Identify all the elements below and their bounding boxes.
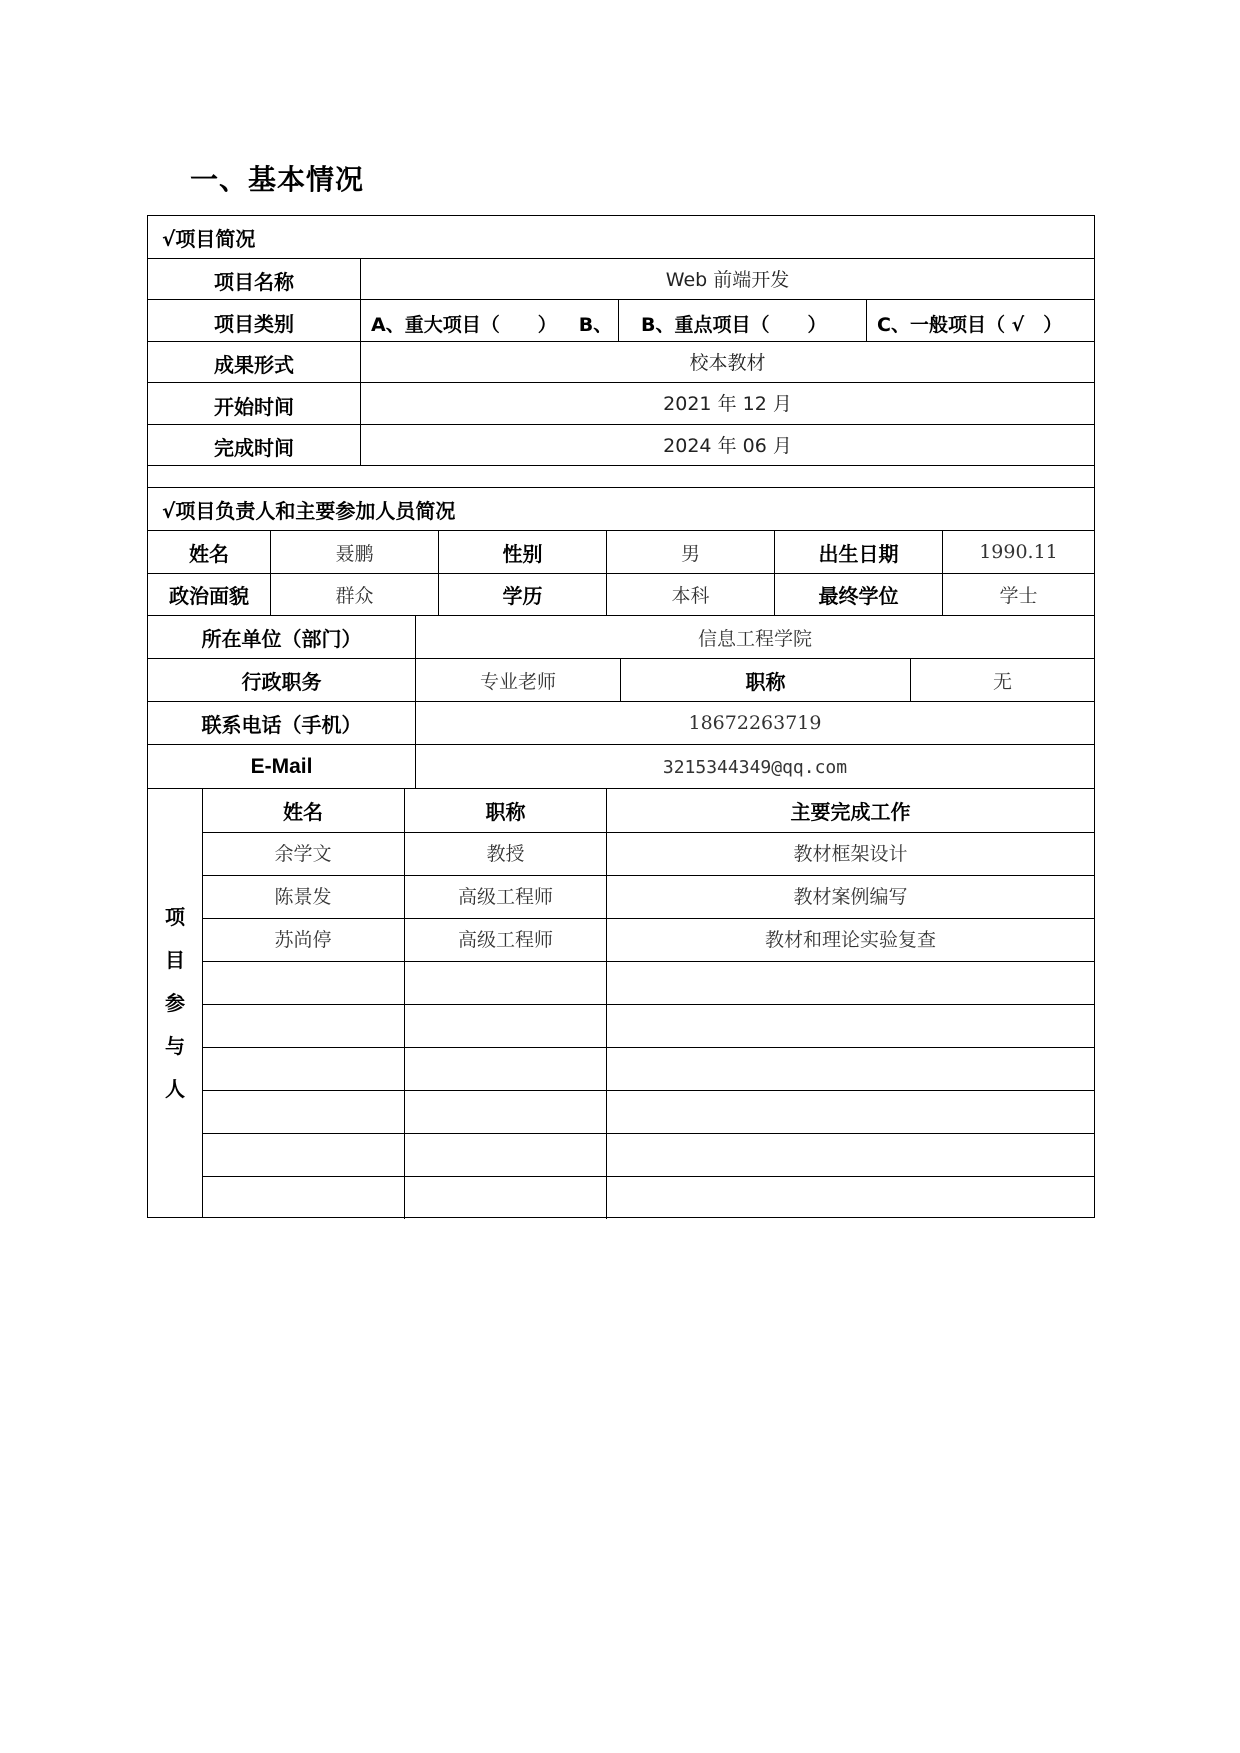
table-row [202,1176,1094,1219]
degree-value: 学士 [942,574,1094,615]
participant-work [606,1134,1094,1176]
project-category-b: B、重点项目（ ） [618,300,866,341]
position-value: 专业老师 [415,659,620,701]
project-category-c: C、一般项目（ √ ） [866,300,1094,341]
participant-name [202,1134,404,1176]
leader-name-label: 姓名 [189,541,229,566]
end-time-value: 2024 年 06 月 [360,425,1094,465]
table-row [202,961,1094,1004]
participant-title [404,962,606,1004]
degree-label: 最终学位 [774,574,942,615]
phone-value: 18672263719 [415,702,1094,744]
category-a-text: A、重大项目（ ） [371,314,557,336]
side-char-3: 参 [165,990,185,1015]
participant-name: 苏尚停 [274,929,332,951]
side-char-5: 人 [165,1076,185,1101]
participant-name: 陈景发 [274,886,332,908]
education-value: 本科 [606,574,774,615]
side-char-2: 目 [165,947,185,972]
table-row [202,1047,1094,1090]
participant-name [202,1005,404,1047]
participants-side-label [148,789,203,1217]
politics-value: 群众 [270,574,438,615]
birth-date-value: 1990.11 [942,531,1094,573]
table-row [202,875,1094,918]
participant-title [404,1134,606,1176]
participant-name [202,1048,404,1090]
result-form-value: 校本教材 [360,342,1094,382]
participant-name [202,962,404,1004]
email-label: E-Mail [250,755,313,778]
politics-label: 政治面貌 [169,584,249,608]
result-form-label: 成果形式 [214,353,294,377]
participant-work [606,1048,1094,1090]
page-title: 一、基本情况 [190,163,365,196]
participant-title [404,1005,606,1047]
header-title: 职称 [404,789,606,832]
table-row [202,1004,1094,1047]
participant-title [404,1048,606,1090]
table-row [202,1133,1094,1176]
phone-label: 联系电话（手机） [201,712,362,737]
participants-grid [202,789,1094,1217]
leader-section-title: √项目负责人和主要参加人员简况 [162,498,456,523]
table-row [202,1090,1094,1133]
email-value: 3215344349@qq.com [415,745,1094,789]
project-section-title: √项目简况 [162,226,256,251]
participant-work: 教材和理论实验复查 [606,919,1094,961]
project-summary-table [147,215,1095,488]
birth-date-label: 出生日期 [774,531,942,573]
participant-work [606,1177,1094,1219]
participant-work [606,1005,1094,1047]
participant-title: 高级工程师 [404,876,606,918]
participant-work: 教材案例编写 [606,876,1094,918]
side-char-4: 与 [165,1033,185,1058]
job-title-label: 职称 [620,659,910,701]
header-work: 主要完成工作 [606,789,1094,832]
leader-name-value: 聂鹏 [270,531,438,573]
project-category-a [360,300,618,341]
category-b-extra-text: B、 [578,314,613,336]
participant-work [606,1091,1094,1133]
unit-label: 所在单位（部门） [201,626,362,651]
participant-title [404,1091,606,1133]
unit-value: 信息工程学院 [415,616,1094,658]
education-label: 学历 [438,574,606,615]
project-category-label: 项目类别 [214,312,294,336]
participant-title: 教授 [404,833,606,875]
participants-table [147,788,1095,1218]
side-char-1: 项 [165,904,185,929]
participant-work: 教材框架设计 [606,833,1094,875]
participant-name [202,1091,404,1133]
gender-value: 男 [606,531,774,573]
participant-work [606,962,1094,1004]
table-row [202,832,1094,875]
participant-name: 余学文 [274,843,332,865]
leader-info-table [147,487,1095,789]
start-time-value: 2021 年 12 月 [360,383,1094,424]
start-time-label: 开始时间 [214,395,294,419]
header-name: 姓名 [283,800,323,824]
participant-title [404,1177,606,1219]
gender-label: 性别 [438,531,606,573]
project-name-label: 项目名称 [214,270,294,294]
position-label: 行政职务 [241,669,322,694]
participant-title: 高级工程师 [404,919,606,961]
blank-spacer-row [148,465,1094,489]
end-time-label: 完成时间 [214,436,294,460]
participant-name [202,1177,404,1219]
job-title-value: 无 [910,659,1094,701]
project-name-value: Web 前端开发 [360,259,1094,299]
table-row [202,918,1094,961]
